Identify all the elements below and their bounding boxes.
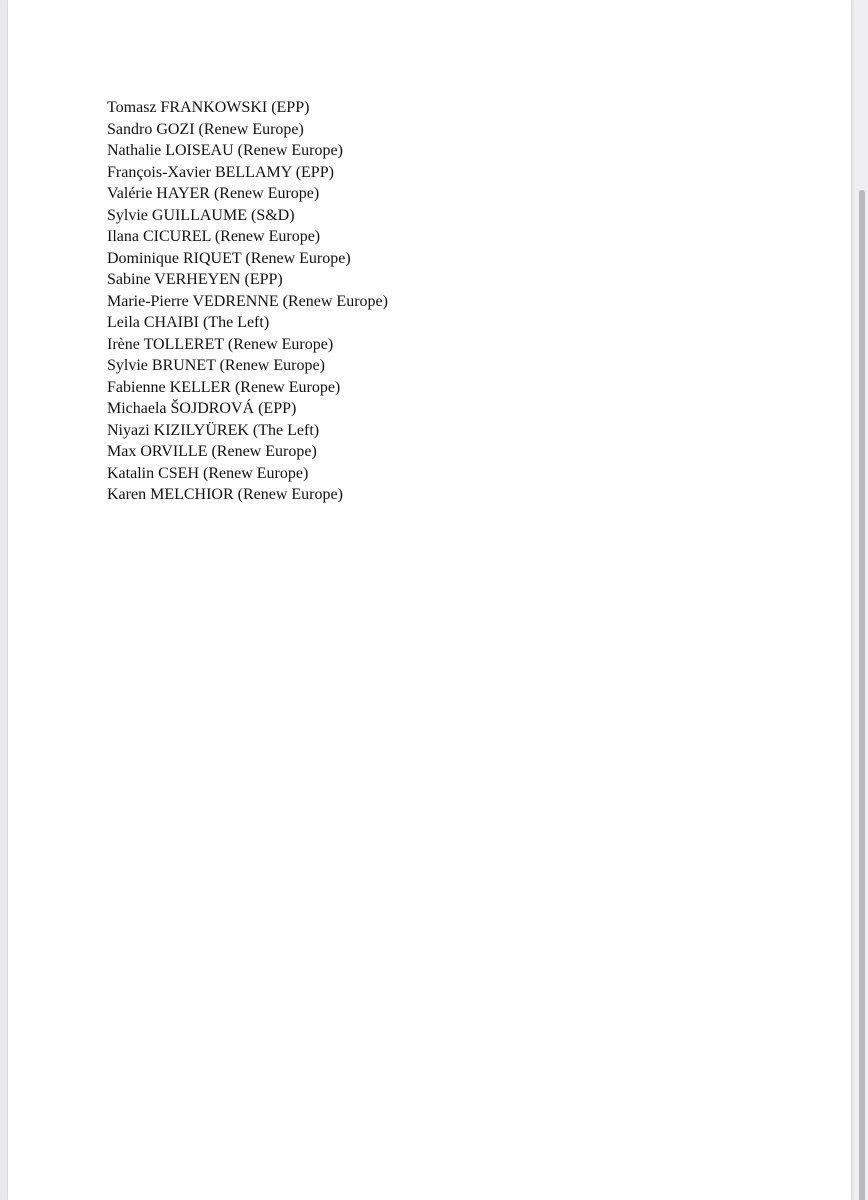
list-item: Tomasz FRANKOWSKI (EPP) [107, 99, 310, 116]
list-item: Katalin CSEH (Renew Europe) [107, 464, 309, 482]
list-item: Dominique RIQUET (Renew Europe) [107, 249, 351, 267]
scrollbar-thumb[interactable] [859, 190, 865, 1200]
list-item: Nathalie LOISEAU (Renew Europe) [107, 142, 343, 159]
list-item: Fabienne KELLER (Renew Europe) [107, 378, 341, 396]
list-item: François-Xavier BELLAMY (EPP) [107, 163, 334, 181]
member-list [107, 97, 388, 506]
list-item: Niyazi KIZILYÜREK (The Left) [107, 421, 320, 439]
list-item: Valérie HAYER (Renew Europe) [107, 185, 320, 202]
list-item: Sylvie GUILLAUME (S&D) [107, 206, 295, 224]
list-item: Karen MELCHIOR (Renew Europe) [107, 486, 343, 503]
document-page [8, 0, 851, 1200]
list-item: Sylvie BRUNET (Renew Europe) [107, 357, 325, 374]
list-item: Michaela ŠOJDROVÁ (EPP) [107, 400, 297, 417]
list-item: Sabine VERHEYEN (EPP) [107, 271, 283, 288]
list-item: Irène TOLLERET (Renew Europe) [107, 335, 334, 353]
list-item: Ilana CICUREL (Renew Europe) [107, 228, 321, 245]
vertical-scrollbar[interactable] [854, 0, 868, 1200]
list-item: Sandro GOZI (Renew Europe) [107, 120, 304, 138]
list-item: Leila CHAIBI (The Left) [107, 314, 270, 331]
list-item: Max ORVILLE (Renew Europe) [107, 443, 317, 460]
list-item: Marie-Pierre VEDRENNE (Renew Europe) [107, 292, 388, 310]
